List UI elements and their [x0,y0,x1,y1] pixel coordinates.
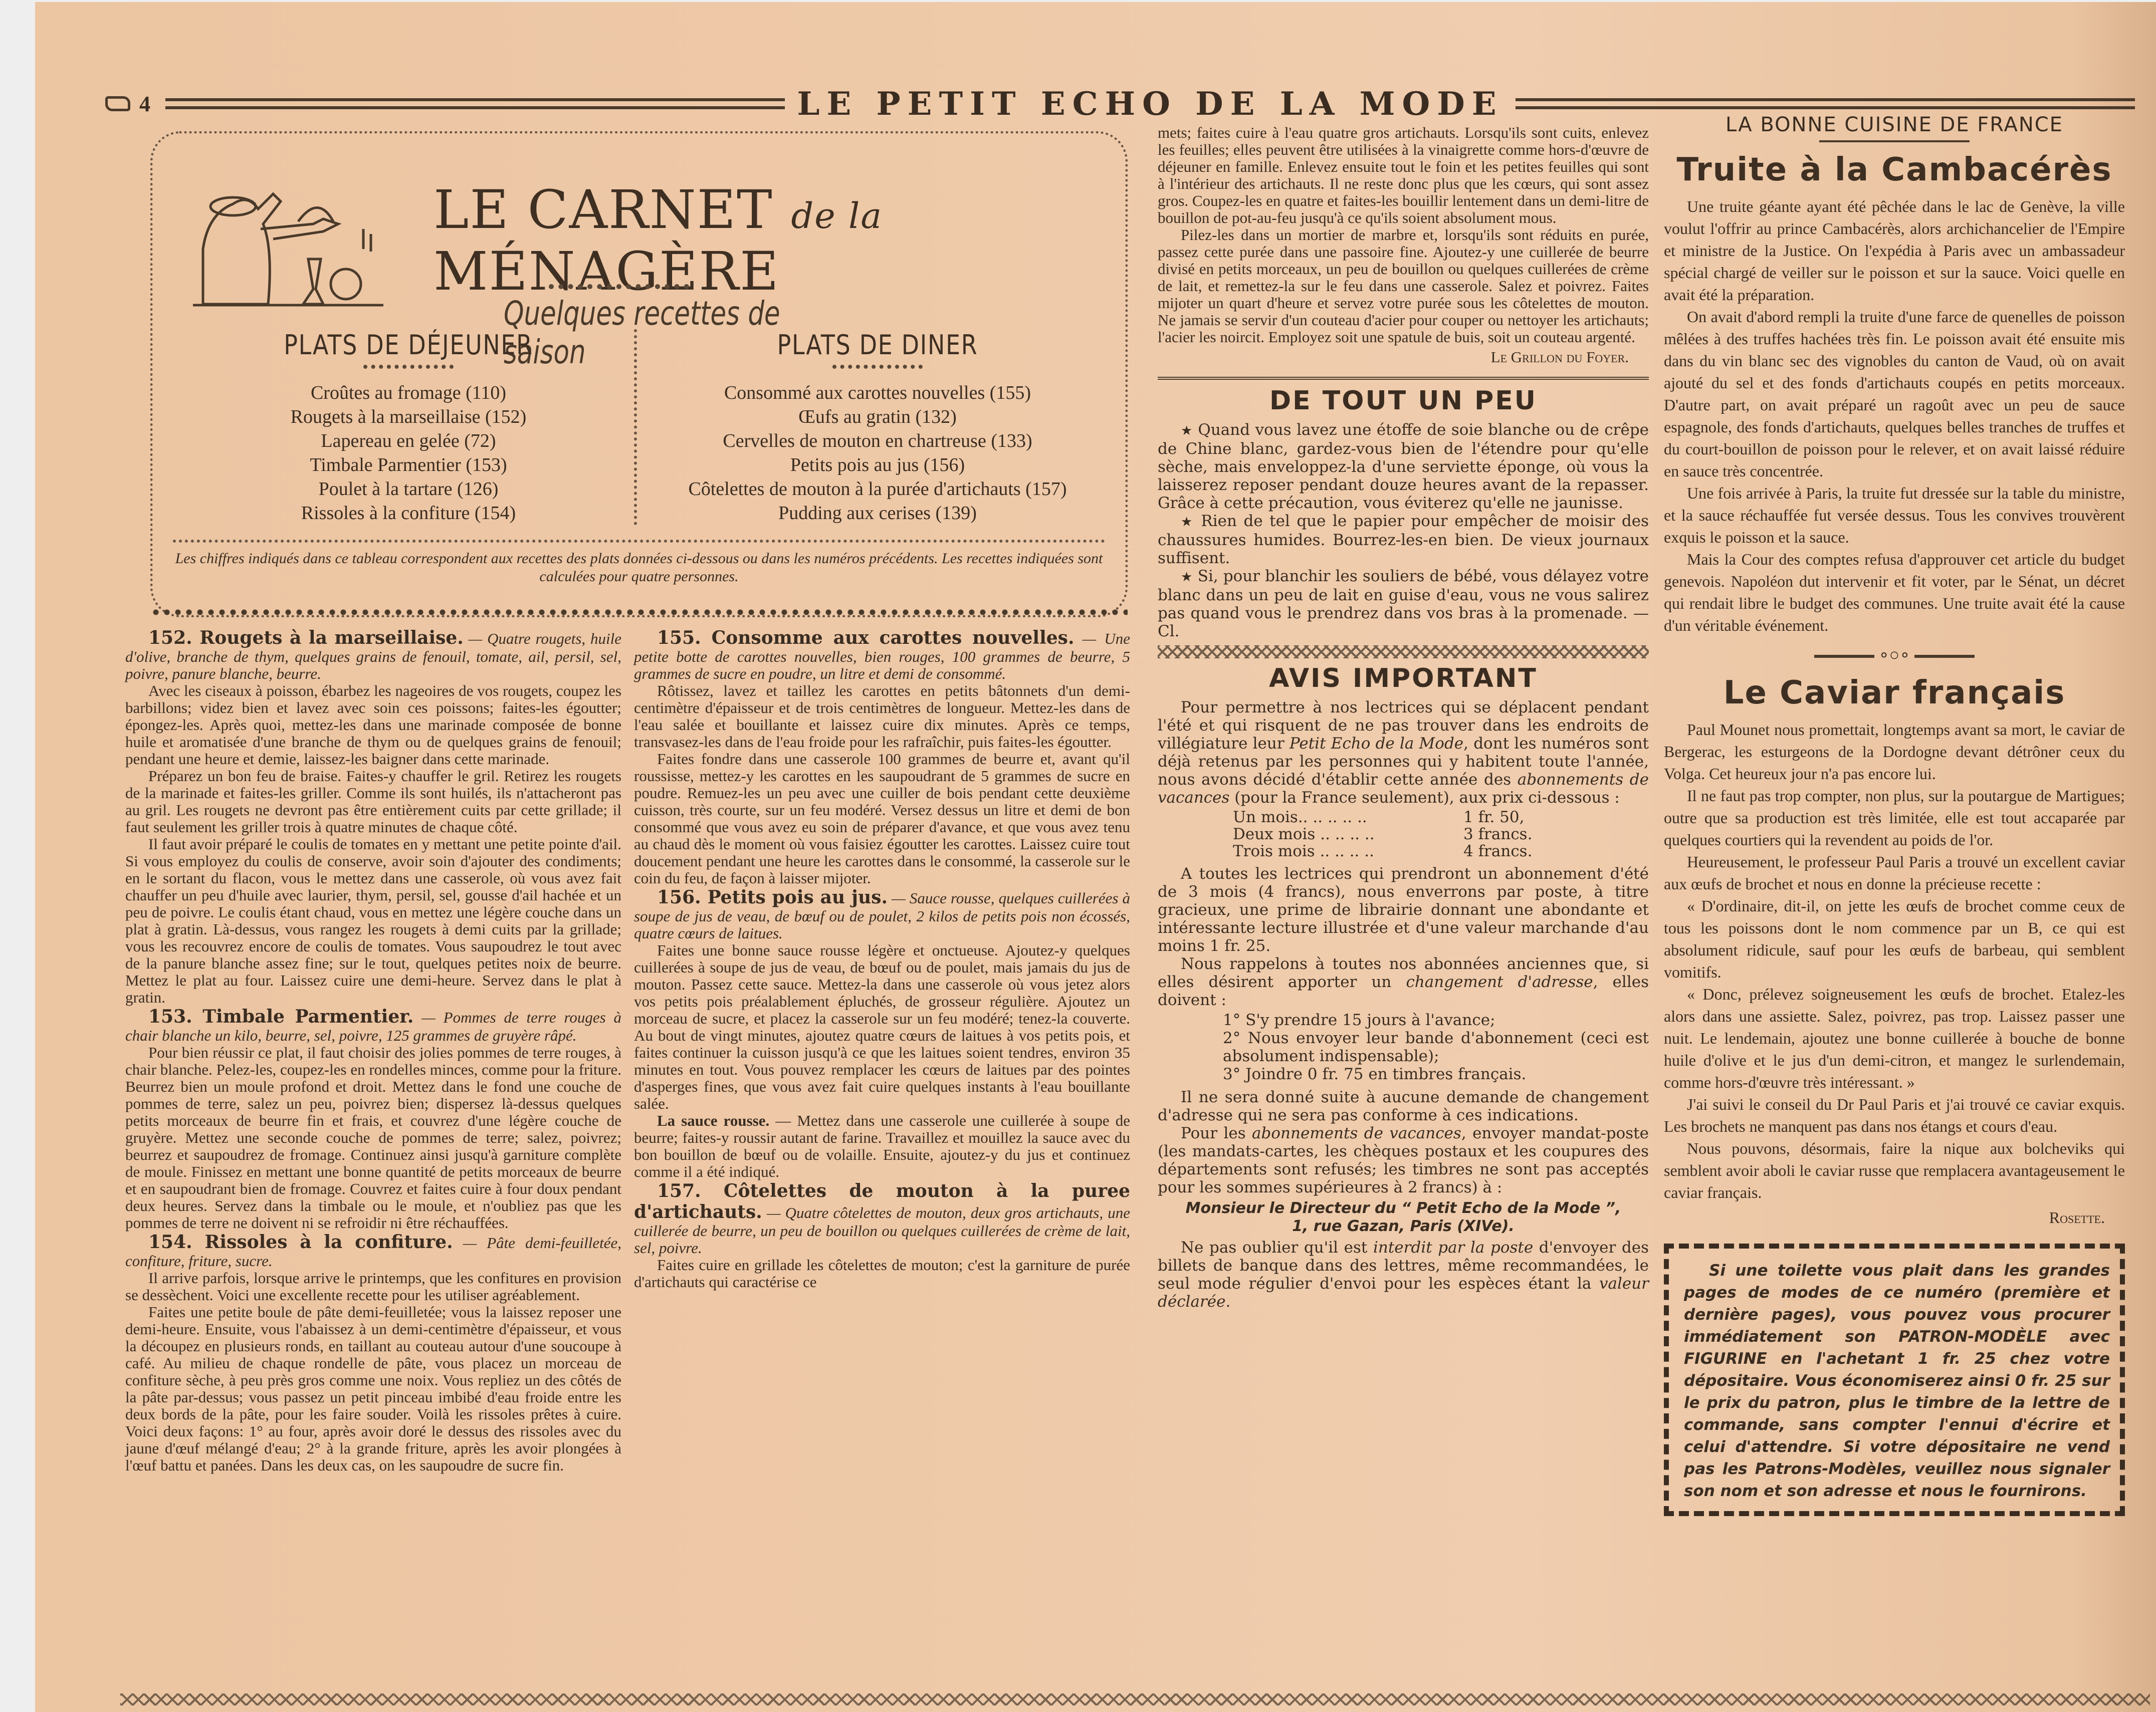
recipe-ingredients: — Sauce rousse, quelques cuillerées à soupe de jus de veau, de bœuf ou de poulet, 2 kilos de petits pois non écossés, quatre cœurs de laitues. [634,889,1130,942]
recipe-ingredients: — Pâte demi-feuilletée, confiture, friture, sucre. [125,1234,621,1270]
carnet-title: LE CARNET de la MÉNAGÈRE [434,179,883,302]
menu-item: Œufs au gratin (132) [798,406,957,427]
recipe-155 [634,627,1130,682]
menu-dejeuner [188,329,629,525]
star-icon: ★ [1181,570,1193,585]
ornament-divider: ∘○∘ [1664,644,2125,666]
recipe-paragraph: mets; faites cuire à l'eau quatre gros artichauts. Lorsqu'ils sont cuits, enlevez les feuilles; elles peuvent être utilisées à la vinaigrette comme hors-d'œuvre de déjeuner en famille. Enlevez ensuite tout le foin et les petites feuilles qui sont à l'intérieur des artichauts. Il ne reste donc plus que les cœurs, qui sont assez gros. Coupez-les en quatre et faites-les bouillir lentement dans un demi-litre de bouillon de pot-au-feu jusqu'à ce qu'ils soient absolument mous. [1158,124,1649,226]
recipes-column-2 [634,627,1130,1291]
menu-item: Rougets à la marseillaise (152) [290,406,527,427]
signature: Le Grillon du Foyer. [1490,348,1629,366]
recipe-paragraph: Il arrive parfois, lorsque arrive le printemps, que les confitures en provision se dessèchent. Voici une excellente recette pour les utiliser agréablement. [125,1269,621,1304]
sauce-rousse: La sauce rousse. — Mettez dans une casserole une cuillerée à soupe de beurre; faites-y roussir autant de farine. Travaillez et mouillez la sauce avec du bon bouillon de bœuf ou de volaille. Ensuite, ajoutez-y du jus et continuez comme il a été indiqué. [634,1112,1131,1180]
carnet-menagere-box [150,131,1128,617]
menu-divider [363,365,454,369]
recipe-paragraph: Faites une petite boule de pâte demi-feuilletée; vous la laissez reposer une demi-heure. Ensuite, vous l'abaissez à un demi-centimètre d'épaisseur, et vous la découpez en plusieurs ronds, en taillant au couteau autour d'une soucoupe à café. Au milieu de chaque rondelle de pâte, vous placez un morceau de confiture sèche, à peu près gros comme une noix. Vous repliez un des côtés de la pâte par-dessus; vous passez un petit pinceau imbibé d'eau froide entre les deux bords de la pâte, pour les faire souder. Voilà les rissoles prêtes à cuire. Voici deux façons: 1° au four, après avoir doré le dessus des rissoles avec du jaune d'œuf mélangé d'eau; 2° à la grande friture, après les avoir plongées à l'œuf battu et panées. Dans les deux cas, on les saupoudre de sucre fin. [125,1303,621,1474]
tip: ★ Rien de tel que le papier pour empêcher de moisir des chaussures humides. Bourrez-les-en bien. De vieux journaux suffisent. [1158,512,1649,567]
recipe-ingredients: — Une petite botte de carottes nouvelles, bien rouges, 100 grammes de beurre, 5 grammes de sucre en poudre, un litre et demi de consommé. [634,630,1130,682]
caviar-heading: Le Caviar français [1723,674,2066,711]
menu-item: Consommé aux carottes nouvelles (155) [724,382,1031,403]
recipe-title: 156. Petits pois au jus. [657,887,888,908]
masthead-rule-right [1516,98,2135,109]
bonne-cuisine-column: LA BONNE CUISINE DE FRANCE Truite à la Cambacérès Une truite géante ayant été pêchée dans le lac de Genève, la ville voulut l'offrir au prince Cambacérès, alors archichancelier de l'Empire et ministre de la Justice. On l'expédia à Paris avec un ambassadeur spécial chargé de veiller sur le poisson et sur la sauce. Voici quelle en avait été la préparation. On avait d'abord rempli la truite d'une farce de quenelles de poisson mêlées à des truffes hachées très fin. Le poisson avait été ensuite mis dans du vin blanc sec des vignobles du canton de Vaud, où on avait ajouté du sel et des fonds d'artichauts coupés en petits morceaux. D'autre part, on avait préparé un ragoût avec un peu de sauce espagnole, des fonds d'artichauts, quelques belles tranches de truffes et du court-bouillon de poisson pour le relever, et on avait laissé réduire en sauce très concentrée. Une fois arrivée à Paris, la truite fut dressée sur la table du ministre, et la sauce réchauffée fut versée dessus. Tous les convives trouvèrent exquis le poisson et la sauce. Mais la Cour des comptes refusa d'approuver cet article du budget genevois. Napoléon dut intervenir et fit voter, par le Sénat, un décret qui rendait libre le budget des communes. Une truite avait été la cause d'un véritable événement. ∘○∘ Le Caviar français Paul Mounet nous promettait, longtemps avant sa mort, le caviar de Bergerac, les esturgeons de la Dordogne devant détrôner ceux du Volga. Cet heureux jour n'a pas encore lui. Il ne faut pas trop compter, non plus, sur la poutargue de Martigues; outre que sa production est très limitée, elle est tout accaparée par quelques courtiers qui la revendent au poids de l'or. Heureusement, le professeur Paul Paris a trouvé un excellent caviar aux œufs de brochet et nous en donne la précieuse recette : « D'ordinaire, dit-il, on jette les œufs de brochet comme ceux de tous les poissons dont le nom commence par un B, ce qui est absolument ridicule, sauf pour les œufs de barbeau, qui semblent vomitifs. « Donc, prélevez soigneusement les œufs de brochet. Etalez-les alors dans une assiette. Salez, poivrez, pas trop. Laissez passer une nuit. Le lendemain, ajoutez une bonne cuillerée à bouche de bonne huile d'olive et le jus d'un demi-citron, et mangez le surlendemain, comme hors-d'œuvre très intéressant. » J'ai suivi le conseil du Dr Paul Paris et j'ai trouvé ce caviar exquis. Les brochets ne manquent pas dans nos étangs et cours d'eau. Nous pouvons, désormais, faire la nique aux bolcheviks qui semblent avoir aboli le caviar russe que remplacera avantageusement le caviar français. Rosette. Si une toilette vous plait dans les grandes pages de modes de ce numéro (première et dernière pages), vous pouvez vous procurer immédiatement son PATRON-MODÈLE avec FIGURINE en l'achetant 1 fr. 25 chez votre dépositaire. Vous économiserez ainsi 0 fr. 25 sur le prix du patron, plus le timbre de la lettre de commande, sans compter l'ennui d'écrire et celui d'attendre. Si votre dépositaire ne vend pas les Patrons-Modèles, veuillez nous signaler son nom et son adresse et nous le fournirons. [1664,113,2125,1516]
star-icon: ★ [1181,423,1193,438]
recipe-paragraph: Préparez un bon feu de braise. Faites-y chauffer le gril. Retirez les rougets de la marinade et faites-les griller. Comme ils sont huilés, ils n'attacheront pas au gril. Les rougets ne devront pas être entièrement cuits par cette grillade; il faut seulement les griller trois à quatre minutes de chaque côté. [125,767,621,836]
menu-item: Lapereau en gelée (72) [321,430,496,451]
recipe-paragraph: Faites une bonne sauce rousse légère et onctueuse. Ajoutez-y quelques cuillerées à soupe de jus de veau, de bœuf ou de poulet, mais jamais du jus de mouton. Passez cette sauce. Mettez-la dans une casserole où vous jetez alors vos petits pois préalablement épluchés, de grosseur régulière. Ajoutez un morceau de sucre, et placez la casserole sur un feu modéré; tenez-la couverte. Au bout de vingt minutes, ajoutez quatre cœurs de laitues à vos petits pois, et faites continuer la cuisson jusqu'à ce que les laitues soient tendres, environ 35 minutes en tout. Vous pouvez remplacer les cœurs de laitues par des pointes d'asperges fines, que vous avez fait cuire quelques instants à l'eau bouillante salée. [634,941,1130,1112]
price-list [1233,809,1649,860]
menu-item: Timbale Parmentier (153) [310,454,507,475]
recipe-ingredients: — Quatre côtelettes de mouton, deux gros artichauts, une cuillerée de beurre, un peu de bouillon ou quelques cuillerées de crème de lait, sel, poivre. [634,1204,1130,1257]
recipe-156 [634,887,1130,942]
recipe-paragraph: Rôtissez, lavez et taillez les carottes en petits bâtonnets d'un demi-centimètre d'épaisseur et de trois centimètres de longueur. Mettez-les dans de l'eau salée et bouillante et laissez cuire dix minutes. Après ce temps, transvasez-les dans de l'eau froide pour les rafraîchir, puis faites-les égoutter. [634,682,1130,751]
recipe-paragraph: Avec les ciseaux à poisson, ébarbez les nageoires de vos rougets, coupez les barbillons; videz bien et lavez avec soin ces poissons; faites-les égoutter; épongez-les. Après quoi, mettez-les dans une marinade composée de bonne huile et aromatisée d'une branche de thym ou de quelques grains de fenouil; pendant une heure et demie, laissez-les baigner dans cette marinade. [125,682,621,768]
menu-item: Croûtes au fromage (110) [310,382,507,403]
recipe-paragraph: Il faut avoir préparé le coulis de tomates en y mettant une petite pointe d'ail. Si vous employez du coulis de conserve, avoir soin d'ajouter des condiments; en le sortant du flacon, vous le mettez dans une casserole, où vous avez fait chauffer un peu d'huile avec laurier, thym, persil, sel, gousse d'ail hachée et un peu de poivre. Le coulis étant chaud, vous en mettez une légère couche dans un plat à gratin. Là-dessus, vous rangez les rougets à demi cuits par la grillade; vous les recouvrez encore de coulis de tomates. Vous saupoudrez le tout avec de la panure blanche assez fine; sur le tout, quelques petites noix de beurre. Mettez le plat au four. Laissez cuire une demi-heure. Servez dans le plat à gratin. [125,835,621,1006]
recipe-title: 152. Rougets à la marseillaise. [148,627,464,648]
bottom-wavy-border [120,1693,2150,1705]
masthead-rule-left [165,98,785,109]
price-row: Deux mois .. .. .. .. 3 francs. [1233,825,1533,843]
price-row: Un mois.. .. .. .. .. 1 fr. 50, [1233,808,1525,826]
menu-divider [832,365,923,369]
recipe-152 [125,627,621,682]
menu-item: Côtelettes de mouton à la purée d'artichauts (157) [688,478,1067,500]
menu-diner-heading: PLATS DE DINER [777,329,978,361]
tip: ★ Quand vous lavez une étoffe de soie blanche ou de crêpe de Chine blanc, gardez-vous bien de l'étendre pour qu'elle sèche, mais enveloppez-la d'une serviette éponge, où vous la laisserez reposer pendant douze heures avant de la repasser. Grâce à cette précaution, vous éviterez qu'elle ne jaunisse. [1158,421,1649,512]
recipe-153 [125,1006,621,1044]
menu-item: Petits pois au jus (156) [790,454,965,475]
tip: ★ Si, pour blanchir les souliers de bébé, vous délayez votre blanc dans un peu de lait en guise d'eau, vous ne vous salirez pas quand vous le prendrez dans vos bras à la promenade. — Cl. [1158,567,1649,640]
recipe-paragraph: Faites fondre dans une casserole 100 grammes de beurre et, avant qu'il roussisse, mettez-y les carottes en les saupoudrant de 5 grammes de sucre en poudre. Remuez-les un peu avec une cuiller de bois pendant cette deuxième cuisson, très courte, sur un feu modéré. Versez dessus un litre et demi de bon consommé que vous avez eu soin de préparer d'avance, et que vous avez tenu au chaud dès le moment où vous faisiez égoutter les carottes. Laissez cuire tout doucement pendant une heure les carottes dans le consommé, la casserole sur le coin du feu, de façon à laisser mijoter. [634,750,1130,887]
menu-item: Pudding aux cerises (139) [778,503,977,524]
recipe-157 [634,1180,1130,1257]
truite-heading: Truite à la Cambacérès [1676,151,2112,188]
recipe-paragraph: Pour bien réussir ce plat, il faut choisir des jolies pommes de terre rouges, à chair blanche. Pelez-les, coupez-les en rondelles minces, comme pour la friture. Beurrez bien un moule profond et droit. Mettez dans le fond une couche de pommes de terre, salez un peu, poivrez bien; dispersez là-dessus quelques petits morceaux de beurre fin et frais, et couvrez d'une légère couche de gruyère. Mettez une seconde couche de pommes de terre; salez, poivrez; beurrez et saupoudrez de fromage. Continuez ainsi jusqu'à garniture complète de moule. Finissez en mettant une bonne quantité de petits morceaux de beurre et en saupoudrant bien de fromage. Couvrez et faites cuire à four doux pendant deux heures. Servez dans la timbale ou le moule, et n'oubliez pas que les pommes de terre ne doivent ni se refroidir ni être réchauffées. [125,1044,621,1232]
avis-important-heading: AVIS IMPORTANT [1269,663,1538,693]
menu-item: Rissoles à la confiture (154) [301,503,516,524]
section-divider [1158,377,1649,380]
avis-important: Pour permettre à nos lectrices qui se déplacent pendant l'été et qui risquent de ne pas trouver dans les endroits de villégiature leur Petit Echo de la Mode, dont les numéros sont déjà retenus par les personnes qui y habitent toute l'année, nous avons décidé d'établir cette année des abonnements de vacances (pour la France seulement), aux prix ci-dessous : Un mois.. .. .. .. .. 1 fr. 50, Deux mois .. .. .. .. 3 francs. Trois mois .. .. .. .. 4 francs. A toutes les lectrices qui prendront un abonnement d'été de 3 mois (4 francs), nous enverrons par poste, à titre gracieux, une prime de librairie donnant une abondante et intéressante lecture illustrée et d'une valeur marchande d'au moins 1 fr. 25. Nous rappelons à toutes nos abonnées anciennes que, si elles désirent apporter un changement d'adresse, elles doivent : 1° S'y prendre 15 jours à l'avance; 2° Nous envoyer leur bande d'abonnement (ceci est absolument indispensable); 3° Joindre 0 fr. 75 en timbres français. Il ne sera donné suite à aucune demande de changement d'adresse qui ne sera pas conforme à ces indications. Pour les abonnements de vacances, envoyer mandat-poste (les mandats-cartes, les chèques postaux et les coupures des départements sont refusés; les timbres ne sont pas acceptés pour les sommes supérieures à 2 francs) à : Monsieur le Directeur du “ Petit Echo de la Mode ”, 1, rue Gazan, Paris (XIVe). Ne pas oublier qu'il est interdit par la poste d'envoyer des billets de banque dans des lettres, même recommandées, le seul mode régulier d'envoi pour les espèces étant la valeur déclarée. [1158,698,1649,1311]
patron-modele-ad: Si une toilette vous plait dans les grandes pages de modes de ce numéro (première et dernière pages), vous pouvez vous procurer immédiatement son PATRON-MODÈLE avec FIGURINE en l'achetant 1 fr. 25 chez votre dépositaire. Vous économiserez ainsi 0 fr. 25 sur le prix du patron, plus le timbre de la lettre de commande, sans compter l'ennui d'écrire et celui d'attendre. Si votre dépositaire ne vend pas les Patrons-Modèles, veuillez nous signaler son nom et son adresse et nous le fournirons. [1664,1244,2125,1516]
cook-illustration-icon [173,174,388,314]
recipe-paragraph: Pilez-les dans un mortier de marbre et, lorsqu'ils sont réduits en purée, passez cette purée dans une passoire fine. Ajoutez-y une cuillerée de beurre divisé en petits morceaux, un peu de bouillon ou quelques cuillerées de crème de lait, et remettez-la sur le feu dans une casserole. Salez et poivrez. Faites mijoter un quart d'heure et servez votre purée sous les côtelettes de mouton. Ne jamais se servir d'un couteau d'acier pour couper ou nettoyer les artichauts; l'acier les noircit. Employez soit une spatule de buis, soit un couteau argenté. [1158,226,1649,346]
title-divider [549,284,689,289]
kicker-rule [1819,140,1970,142]
recipe-title: 153. Timbale Parmentier. [148,1006,414,1027]
publication-title: LE PETIT ECHO DE LA MODE [797,85,1503,123]
column-3 [1158,124,1649,1311]
menu-item: Poulet à la tartare (126) [318,478,499,500]
recipe-154 [125,1232,621,1270]
carnet-note: Les chiffres indiqués dans ce tableau correspondent aux recettes des plats données ci-dessous ou dans les numéros précédents. Les recettes indiquées sont calculées pour quatre personnes. [173,540,1105,586]
sauce-title: La sauce rousse. [657,1112,770,1129]
de-tout-un-peu-heading: DE TOUT UN PEU [1269,386,1537,416]
recipe-title: 155. Consomme aux carottes nouvelles. [657,627,1074,648]
menu-item: Cervelles de mouton en chartreuse (133) [723,430,1032,451]
star-icon: ★ [1181,515,1194,530]
recipe-title: 157. Côtelettes de mouton à la puree d'artichauts. [634,1180,1130,1222]
bead-divider [150,607,1128,617]
recipes-column-1 [125,627,621,1474]
menu-diner [634,329,1118,525]
mailing-address: Monsieur le Directeur du “ Petit Echo de la Mode ”, 1, rue Gazan, Paris (XIVe). [1185,1199,1621,1235]
section-kicker: LA BONNE CUISINE DE FRANCE [1726,113,2063,136]
page-ornament-icon [105,96,130,111]
menu-dejeuner-heading: PLATS DE DÉJEUNER [284,329,533,361]
wavy-divider [1158,645,1649,658]
page-number: 4 [139,91,150,116]
carnet-subtitle: Quelques recettes de saison [504,294,780,371]
signature: Rosette. [2049,1208,2105,1227]
recipe-paragraph: Faites cuire en grillade les côtelettes de mouton; c'est la garniture de purée d'artichauts qui caractérise ce [634,1256,1130,1291]
recipe-ingredients: — Quatre rougets, huile d'olive, branche de thym, quelques grains de fenouil, tomate, ail, persil, sel, poivre, panure blanche, beurre. [125,630,621,682]
price-row: Trois mois .. .. .. .. 4 francs. [1233,842,1533,860]
steps-list: 1° S'y prendre 15 jours à l'avance; 2° Nous envoyer leur bande d'abonnement (ceci est absolument indispensable); 3° Joindre 0 fr. 75 en timbres français. [1223,1011,1649,1083]
recipe-title: 154. Rissoles à la confiture. [148,1232,453,1253]
recipe-ingredients: — Pommes de terre rouges à chair blanche un kilo, beurre, sel, poivre, 125 grammes de gruyère râpé. [125,1009,621,1044]
